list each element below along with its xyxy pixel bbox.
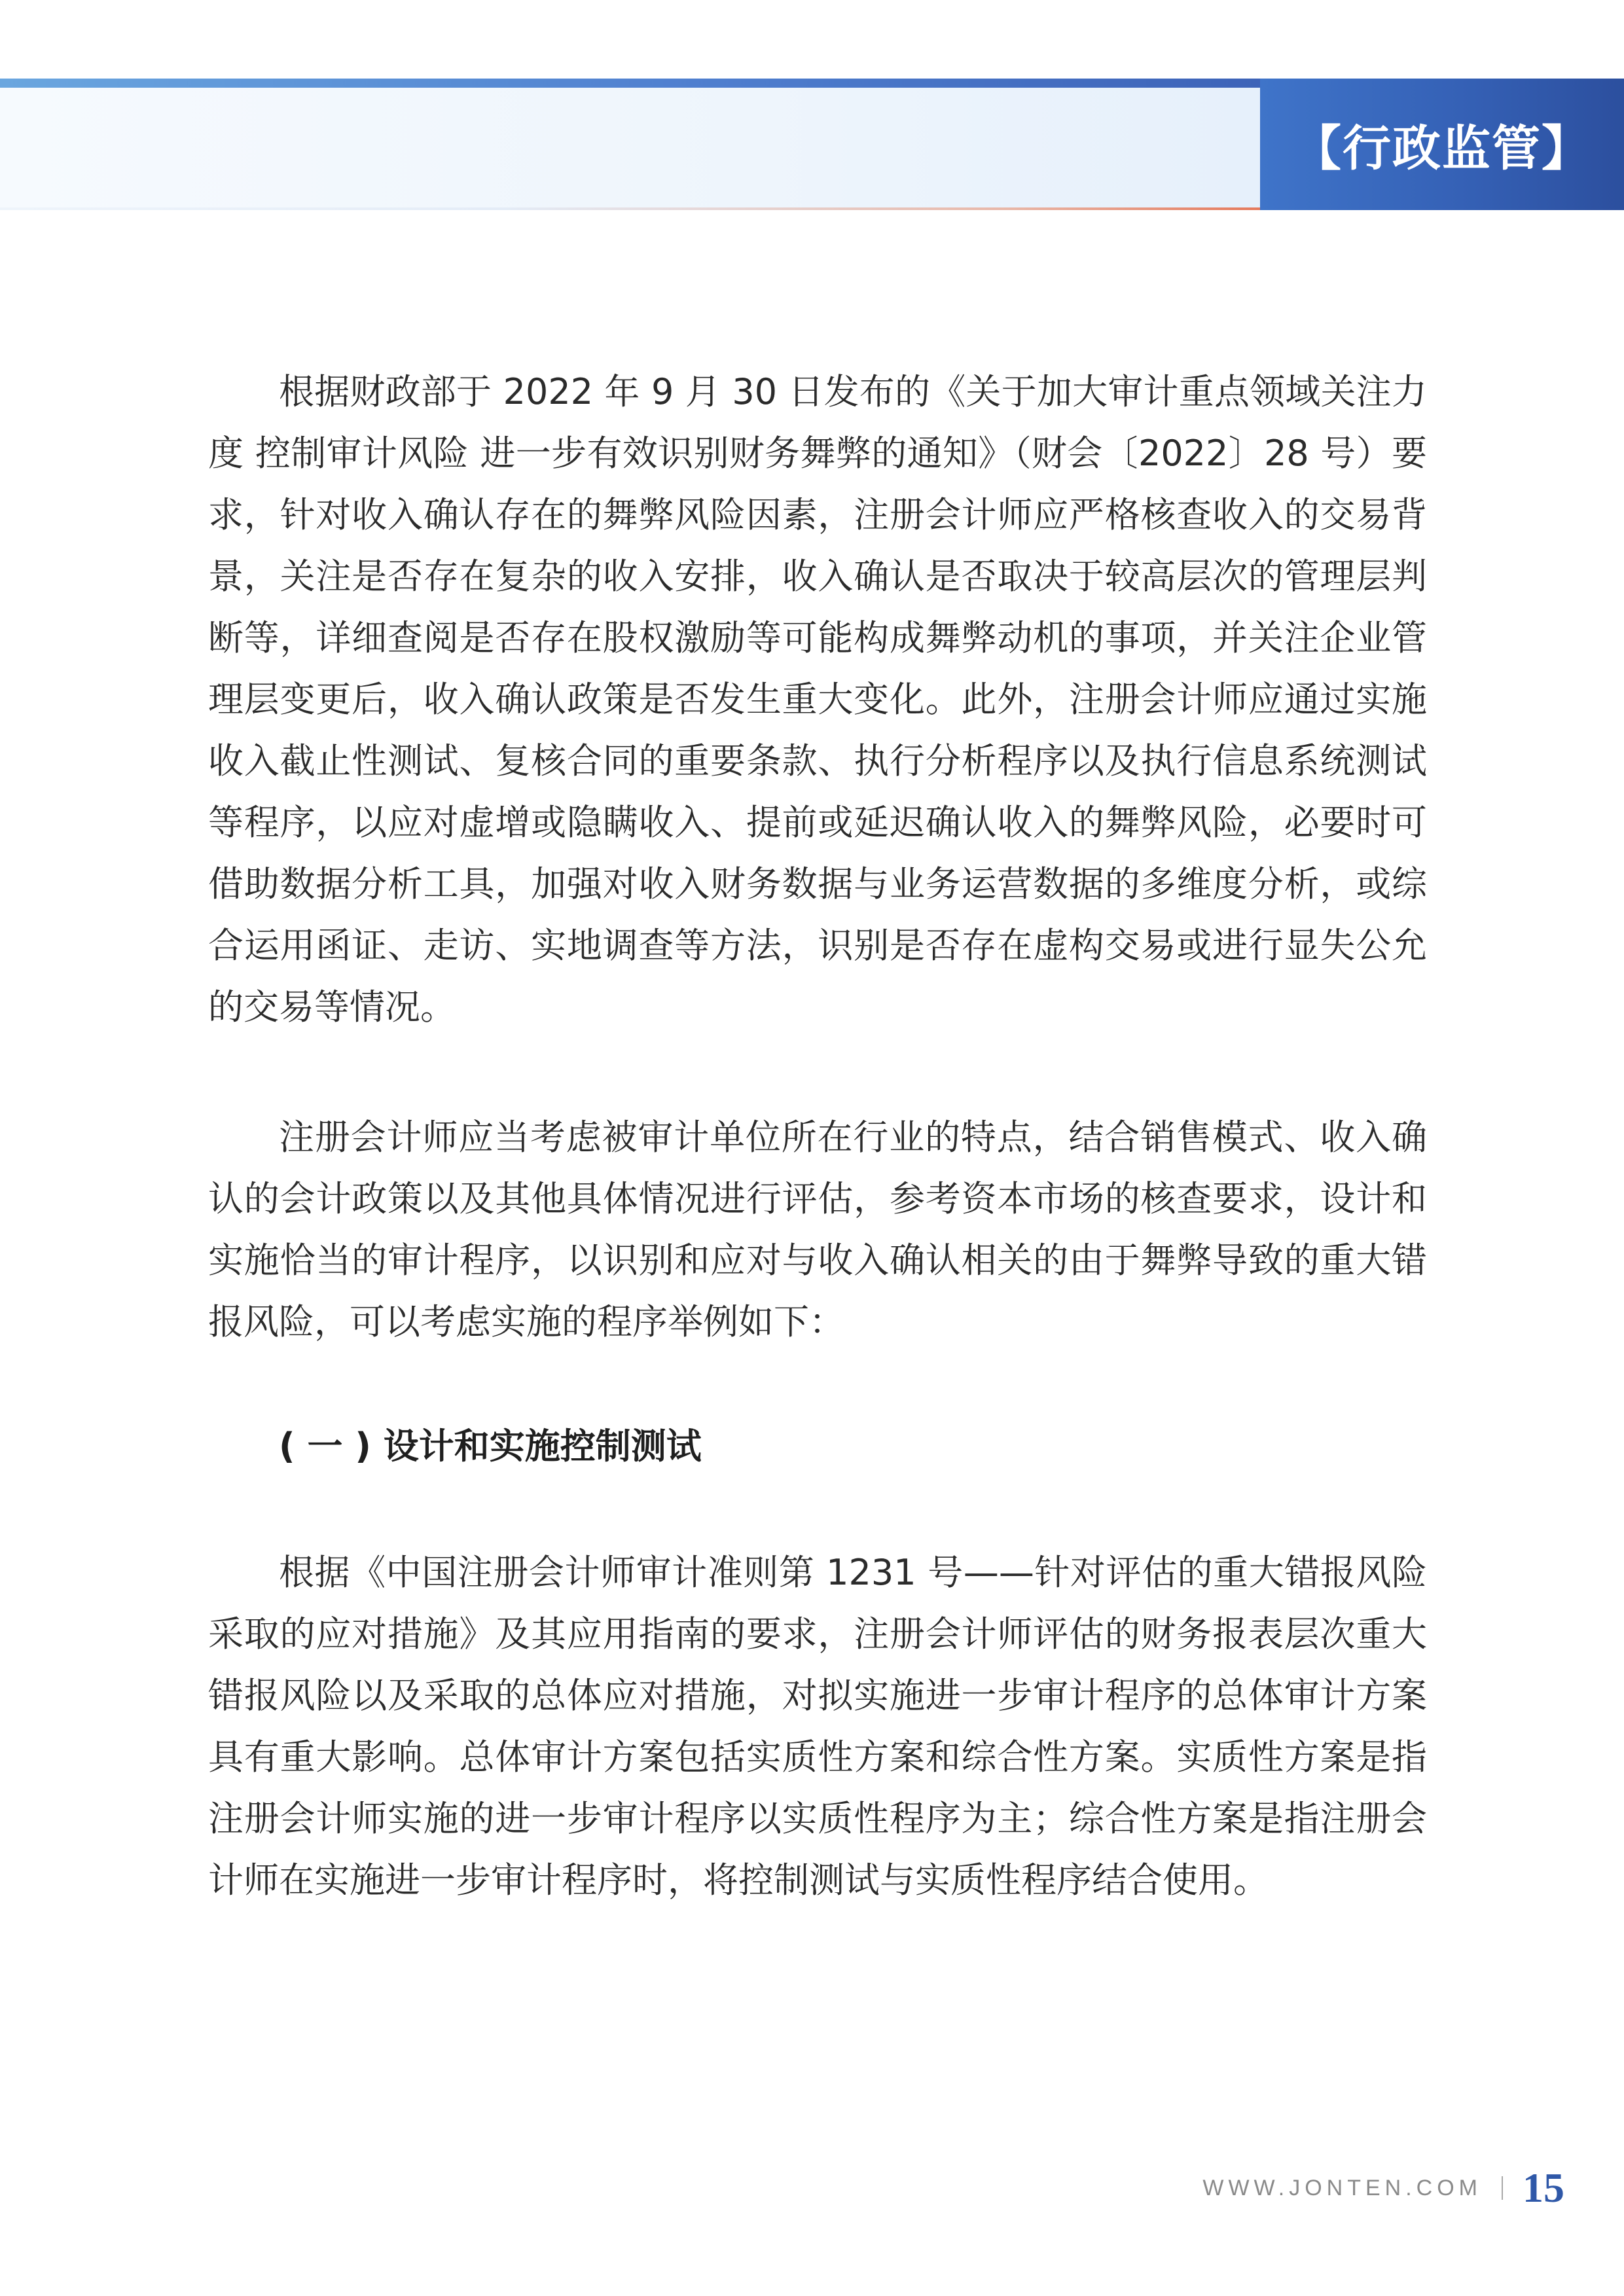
subheading-control-testing: ( 一 ) 设计和实施控制测试 (279, 1426, 702, 1467)
section-tag: 【行政监管】 (1260, 79, 1624, 210)
paragraph-2: 注册会计师应当考虑被审计单位所在行业的特点，结合销售模式、收入确认的会计政策以及其他具体情况进行评估，参考资本市场的核查要求，设计和实施恰当的审计程序，以识别和应对与收入确认相关的由于舞弊导致的重大错报风险，可以考虑实施的程序举例如下： (208, 1117, 1427, 1342)
header-band (0, 79, 1624, 213)
header-top-rule (0, 79, 1260, 88)
article-body (208, 361, 1427, 1911)
header-bottom-rule (0, 207, 1260, 210)
header-light-panel (0, 88, 1260, 207)
footer-divider (1502, 2176, 1503, 2200)
paragraph-1: 根据财政部于 2022 年 9 月 30 日发布的《关于加大审计重点领域关注力度 控制审计风险 进一步有效识别财务舞弊的通知》（财会〔2022〕28 号）要求，针对收入确认存在的舞弊风险因素，注册会计师应严格核查收入的交易背景，关注是否存在复杂的收入安排，收入确认是否取决于较高层次的管理层判断等，详细查阅是否存在股权激励等可能构成舞弊动机的事项，并关注企业管理层变更后，收入确认政策是否发生重大变化。此外，注册会计师应通过实施收入截止性测试、复核合同的重要条款、执行分析程序以及执行信息系统测试等程序，以应对虚增或隐瞒收入、提前或延迟确认收入的舞弊风险，必要时可借助数据分析工具，加强对收入财务数据与业务运营数据的多维度分析，或综合运用函证、走访、实地调查等方法，识别是否存在虚构交易或进行显失公允的交易等情况。 (208, 371, 1427, 1028)
website-url: WWW.JONTEN.COM (1202, 2175, 1482, 2200)
page-footer (1113, 2159, 1564, 2217)
paragraph-3: 根据《中国注册会计师审计准则第 1231 号——针对评估的重大错报风险采取的应对措施》及其应用指南的要求，注册会计师评估的财务报表层次重大错报风险以及采取的总体应对措施，对拟实施进一步审计程序的总体审计方案具有重大影响。总体审计方案包括实质性方案和综合性方案。实质性方案是指注册会计师实施的进一步审计程序以实质性程序为主；综合性方案是指注册会计师在实施进一步审计程序时，将控制测试与实质性程序结合使用。 (208, 1552, 1427, 1901)
page-number: 15 (1523, 2164, 1564, 2211)
